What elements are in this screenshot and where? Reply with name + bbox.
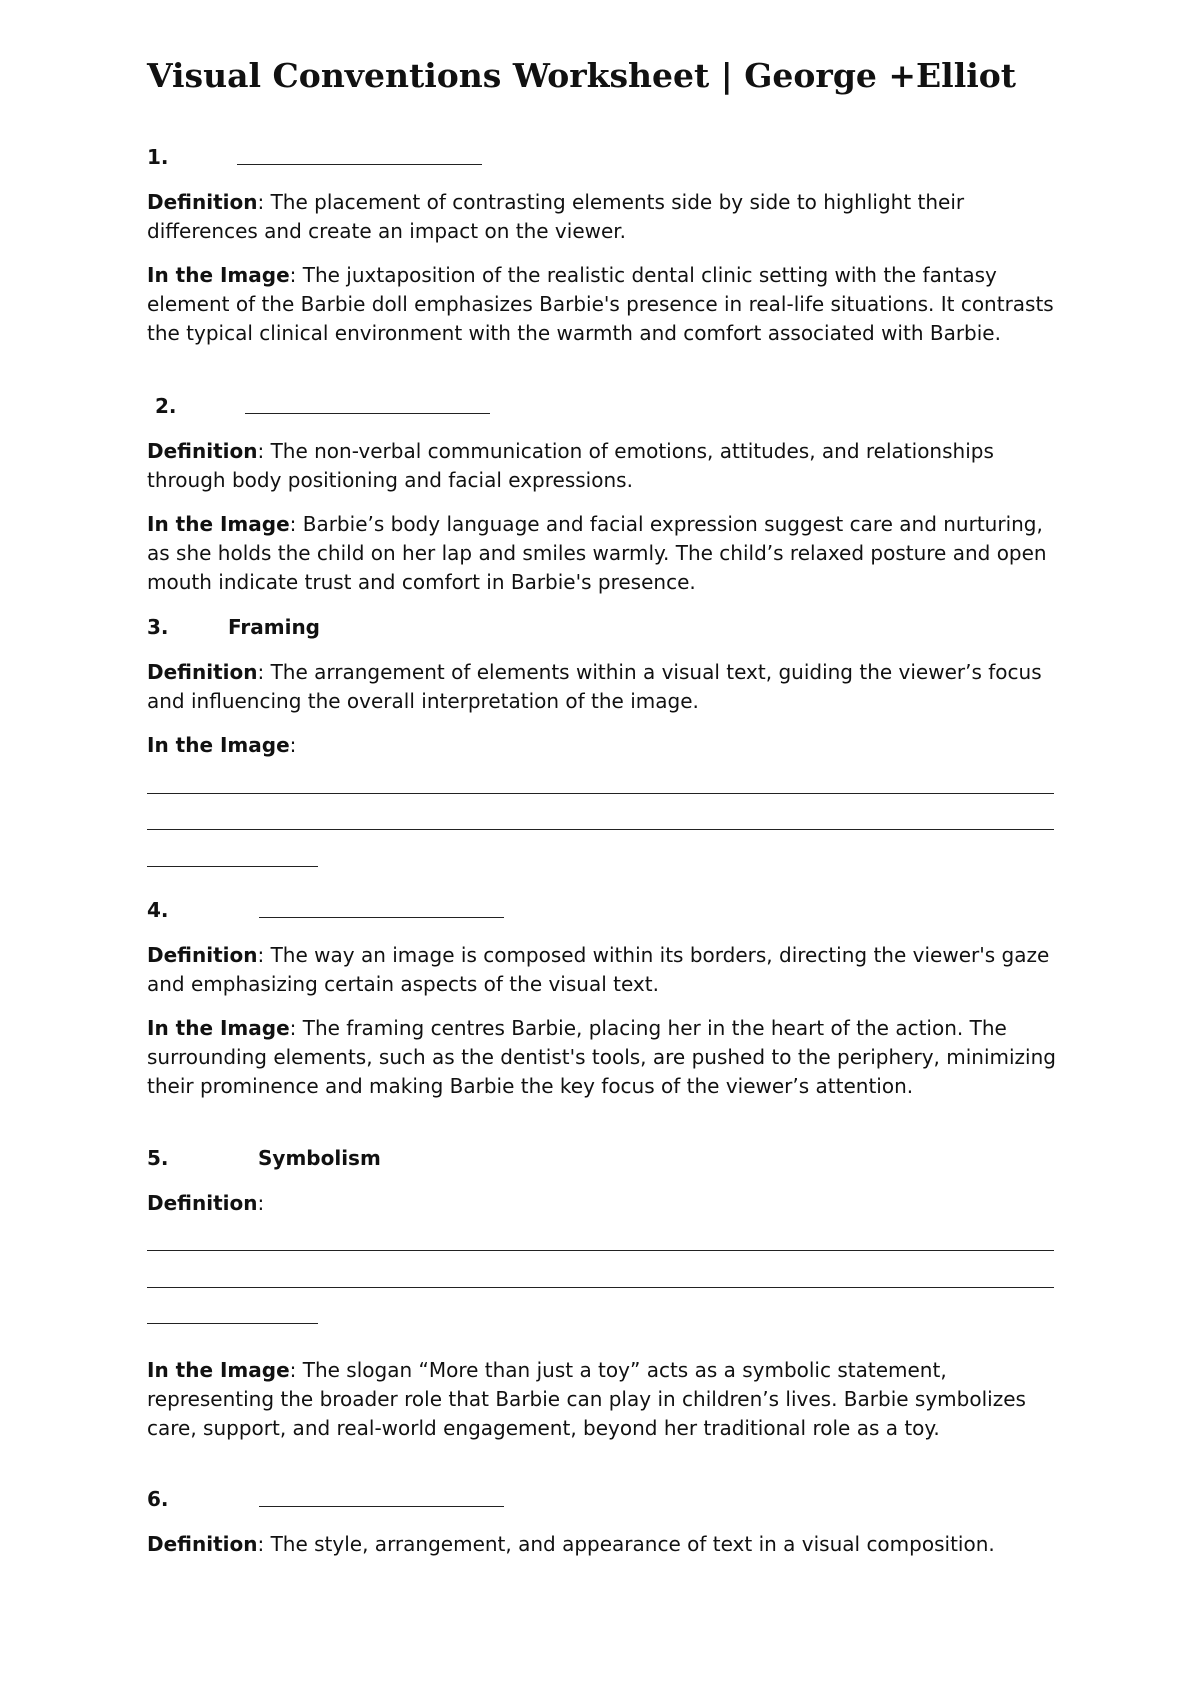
item-4-definition (147, 941, 1062, 999)
in-image-label: In the Image (147, 1016, 290, 1040)
item-1-in-image (147, 261, 1062, 347)
item-5-in-image (147, 1356, 1062, 1442)
definition-text: : The non-verbal communication of emotions, attitudes, and relationships through body positioning and facial expressions. (147, 439, 994, 492)
term-blank[interactable] (259, 917, 504, 918)
definition-label: Definition (147, 1532, 258, 1556)
item-number: 3. (147, 615, 169, 639)
item-number: 6. (147, 1487, 169, 1511)
page-title: Visual Conventions Worksheet | George +Elliot (147, 56, 1017, 95)
in-image-text: : The framing centres Barbie, placing her in the heart of the action. The surrounding elements, such as the dentist's tools, are pushed to the periphery, minimizing their prominence and making Barbie the key focus of the viewer’s attention. (147, 1016, 1056, 1098)
definition-label: Definition (147, 190, 258, 214)
answer-line[interactable] (147, 829, 1054, 830)
term-name: Framing (228, 615, 320, 639)
in-image-label: In the Image (147, 263, 290, 287)
item-3-in-image (147, 731, 1062, 760)
item-5-definition (147, 1189, 1062, 1218)
term-blank[interactable] (237, 164, 482, 165)
item-number: 5. (147, 1146, 169, 1170)
item-number: 2. (155, 394, 177, 418)
item-1-heading (147, 144, 169, 170)
definition-text: : (257, 1191, 265, 1215)
in-image-text: : The slogan “More than just a toy” acts as a symbolic statement, representing the broader role that Barbie can play in children’s lives. Barbie symbolizes care, support, and real-world engagement, beyond her traditional role as a toy. (147, 1358, 1026, 1440)
item-1-definition (147, 188, 1062, 246)
in-image-label: In the Image (147, 512, 290, 536)
answer-line[interactable] (147, 1250, 1054, 1251)
in-image-label: In the Image (147, 1358, 290, 1382)
definition-label: Definition (147, 943, 258, 967)
in-image-text: : Barbie’s body language and facial expression suggest care and nurturing, as she holds the child on her lap and smiles warmly. The child’s relaxed posture and open mouth indicate trust and comfort in Barbie's presence. (147, 512, 1047, 594)
item-2-in-image (147, 510, 1062, 596)
definition-text: : The placement of contrasting elements side by side to highlight their differences and create an impact on the viewer. (147, 190, 965, 243)
item-6-heading (147, 1486, 169, 1512)
answer-line[interactable] (147, 793, 1054, 794)
item-6-definition (147, 1530, 1062, 1559)
in-image-text: : The juxtaposition of the realistic dental clinic setting with the fantasy element of the Barbie doll emphasizes Barbie's presence in real-life situations. It contrasts the typical clinical environment with the warmth and comfort associated with Barbie. (147, 263, 1054, 345)
item-2-definition (147, 437, 1062, 495)
term-blank[interactable] (259, 1506, 504, 1507)
answer-line[interactable] (147, 1287, 1054, 1288)
item-2-heading (147, 393, 177, 419)
definition-label: Definition (147, 439, 258, 463)
item-3-definition (147, 658, 1062, 716)
item-number: 4. (147, 898, 169, 922)
in-image-text: : (289, 733, 297, 757)
definition-text: : The arrangement of elements within a visual text, guiding the viewer’s focus and influencing the overall interpretation of the image. (147, 660, 1042, 713)
item-4-in-image (147, 1014, 1062, 1100)
item-3-heading (147, 614, 320, 640)
definition-label: Definition (147, 1191, 258, 1215)
definition-text: : The style, arrangement, and appearance of text in a visual composition. (257, 1532, 995, 1556)
term-blank[interactable] (245, 413, 490, 414)
answer-line[interactable] (147, 1323, 318, 1324)
definition-text: : The way an image is composed within its borders, directing the viewer's gaze and emphasizing certain aspects of the visual text. (147, 943, 1050, 996)
item-4-heading (147, 897, 169, 923)
item-number: 1. (147, 145, 169, 169)
definition-label: Definition (147, 660, 258, 684)
item-5-heading (147, 1145, 381, 1171)
answer-line[interactable] (147, 866, 318, 867)
term-name: Symbolism (258, 1146, 381, 1170)
in-image-label: In the Image (147, 733, 290, 757)
